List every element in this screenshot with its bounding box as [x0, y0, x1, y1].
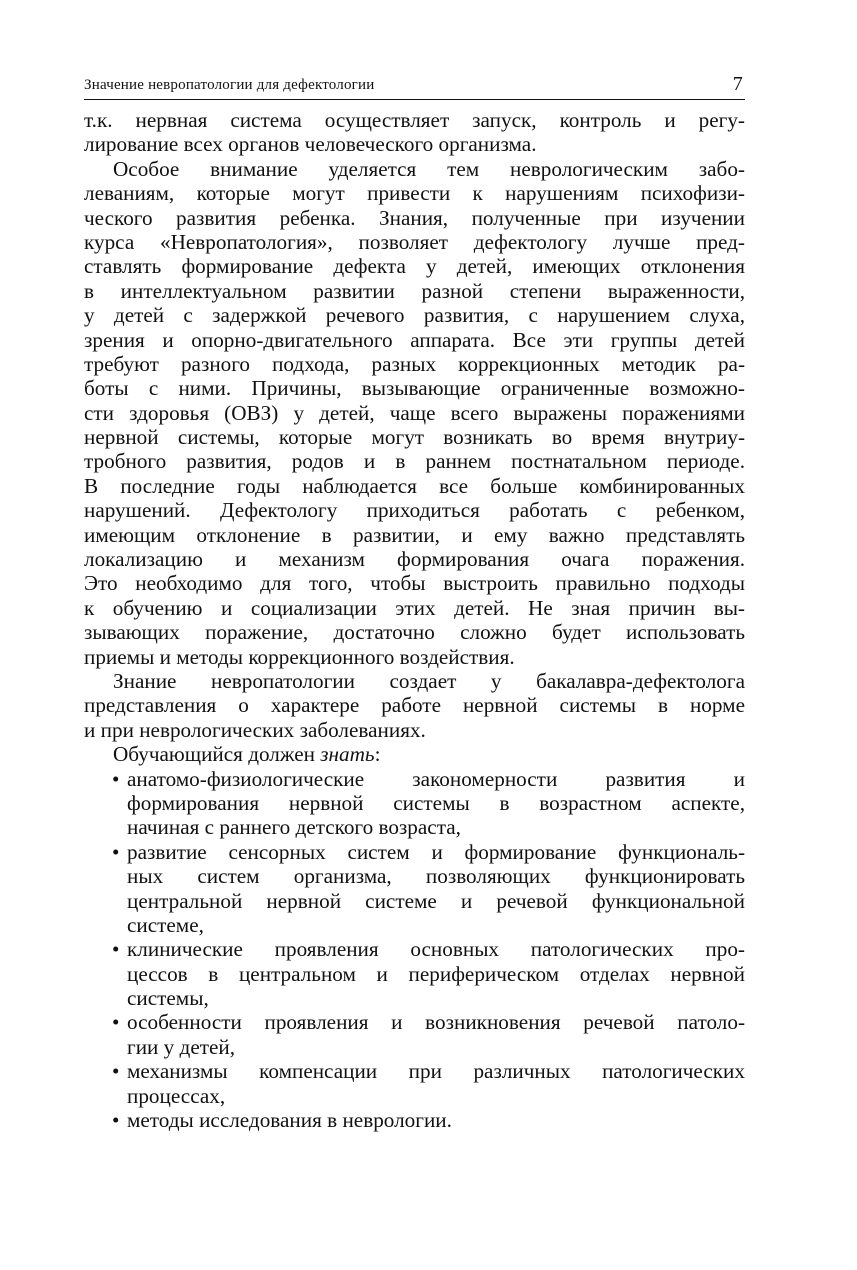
bullet-icon: •	[112, 839, 120, 864]
text-line: Знание невропатологии создает у бакалавра-дефектолога	[113, 668, 745, 693]
bullet-icon: •	[112, 1108, 120, 1133]
bullet-icon: •	[112, 937, 120, 962]
text-line: системе,	[127, 912, 204, 937]
text-line: локализацию и механизм формирования очага поражения.	[84, 547, 745, 572]
list-item	[84, 767, 745, 840]
text-line: В последние годы наблюдается все больше комбинированных	[84, 473, 745, 498]
list-item	[84, 1059, 745, 1108]
text-line: ставлять формирование дефекта у детей, имеющих отклонения	[84, 254, 745, 279]
text-line: • особенности проявления и возникновения речевой патоло-	[112, 1010, 745, 1035]
text-line: нервной системы, которые могут возникать во время внутриу-	[84, 425, 745, 450]
text-line: приемы и методы коррекционного воздействия.	[84, 644, 515, 669]
text-line: нарушений. Дефектологу приходиться работать с ребенком,	[84, 498, 745, 523]
text-line: • развитие сенсорных систем и формирование функциональ-	[112, 839, 745, 864]
text-line: системы,	[127, 986, 209, 1011]
text-line: • механизмы компенсации при различных патологических	[112, 1059, 745, 1084]
text-line: зывающих поражение, достаточно сложно будет использовать	[84, 620, 745, 645]
page-number: 7	[732, 73, 743, 95]
text-line: у детей с задержкой речевого развития, с нарушением слуха,	[84, 303, 745, 328]
text-line: центральной нервной системе и речевой функциональной	[127, 888, 745, 913]
list-item	[84, 937, 745, 1010]
text-line: ных систем организма, позволяющих функционировать	[127, 864, 745, 889]
text-line: в интеллектуальном развитии разной степени выраженности,	[84, 278, 745, 303]
text-line: зрения и опорно-двигательного аппарата. Все эти группы детей	[84, 327, 745, 352]
bullet-icon: •	[112, 766, 120, 791]
list-item	[84, 840, 745, 938]
text-line: гии у детей,	[127, 1034, 236, 1059]
text-line: процессах,	[127, 1083, 226, 1108]
text-line: тробного развития, родов и в раннем постнатальном периоде.	[84, 449, 745, 474]
text-line: леваниям, которые могут привести к нарушениям психофизи-	[84, 181, 745, 206]
text-line: цессов в центральном и периферическом отделах нервной	[127, 961, 745, 986]
text-line: к обучению и социализации этих детей. Не зная причин вы-	[84, 595, 745, 620]
text-line: • методы исследования в неврологии.	[112, 1108, 452, 1133]
text-line: • анатомо-физиологические закономерности развития и	[112, 766, 745, 791]
text-line: требуют разного подхода, разных коррекционных методик ра-	[84, 351, 745, 376]
must-know-intro	[84, 742, 745, 766]
text-line: формирования нервной системы в возрастном аспекте,	[127, 790, 745, 815]
text-line: лирование всех органов человеческого организма.	[84, 132, 537, 157]
page-body	[84, 108, 745, 1132]
text-line: начиная с раннего детского возраста,	[127, 815, 461, 840]
knowledge-list	[84, 767, 745, 1133]
bullet-icon: •	[112, 1010, 120, 1035]
text-line	[84, 742, 745, 766]
text-line: ческого развития ребенка. Знания, полученные при изучении	[84, 205, 745, 230]
text-line: сти здоровья (ОВЗ) у детей, чаще всего выражены поражениями	[84, 400, 745, 425]
must-know-prefix: Обучающийся должен	[113, 742, 321, 767]
running-header-title: Значение невропатологии для дефектологии	[84, 77, 375, 93]
bullet-icon: •	[112, 1059, 120, 1084]
text-line: представления о характере работе нервной системы в норме	[84, 693, 745, 718]
list-item	[84, 1108, 745, 1132]
paragraph-continuation	[84, 108, 745, 157]
paragraph-knowledge	[84, 669, 745, 742]
paragraph-special-attention	[84, 157, 745, 669]
text-line: боты с ними. Причины, вызывающие ограниченные возможно-	[84, 376, 745, 401]
text-line: т.к. нервная система осуществляет запуск, контроль и регу-	[84, 108, 745, 132]
running-header	[84, 73, 745, 100]
must-know-emphasis: знать	[320, 742, 375, 767]
text-line: Особое внимание уделяется тем неврологическим забо-	[113, 156, 745, 181]
list-item	[84, 1010, 745, 1059]
text-line: Это необходимо для того, чтобы выстроить правильно подходы	[84, 571, 745, 596]
must-know-suffix: :	[374, 742, 381, 767]
text-line: курса «Невропатология», позволяет дефектологу лучше пред-	[84, 229, 745, 254]
text-line: • клинические проявления основных патологических про-	[112, 937, 745, 962]
text-line: имеющим отклонение в развитии, и ему важно представлять	[84, 522, 745, 547]
text-line: и при неврологических заболеваниях.	[84, 717, 426, 742]
